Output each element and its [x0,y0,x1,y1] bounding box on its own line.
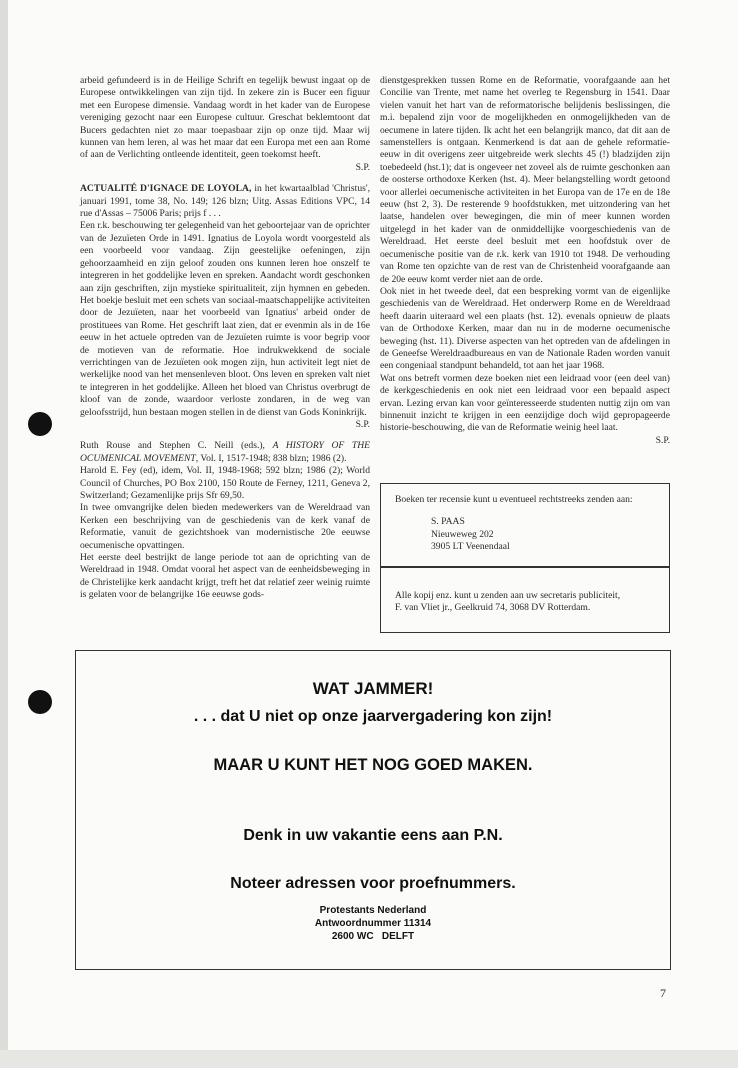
page-left-edge [0,0,8,1068]
ad-headline: WAT JAMMER! [312,679,434,698]
review-address [431,516,655,553]
signature: S.P. [655,434,670,446]
address-name: S. PAAS [431,516,465,528]
punch-hole [28,412,52,436]
ad-line: Denk in uw vakantie eens aan P.N. [243,827,503,844]
rouse-details: , Vol. I, 1517-1948; 838 blzn; 1986 (2). [195,452,347,464]
page-bottom-band [0,1050,738,1068]
loyola-title: ACTUALITÉ D'IGNACE DE LOYOLA, [80,183,252,195]
loyola-review-header [80,183,370,220]
rouse-title: A HISTORY OF THE OCUMENICAL MOVEMENT [80,440,370,464]
ad-subline: . . . dat U niet op onze jaarvergadering kon zijn! [193,708,553,725]
intro-paragraph: arbeid gefundeerd is in de Heilige Schrift en tegelijk bewust ingaat op de Europese ontwikkelingen van zijn tijd. In zekere zin is Bucer een figuur met een Europese dimensie. Vandaag wordt in het kader van de Europese vereniging gezocht naar een Europese cultuur. Greschat beklemtoont dat Bucers gedachten niet zo maar toepasbaar zijn op onze tijd. Maar wij kunnen van hem leren, al was het maar dat een Europa met een aan Rome of aan de Verlichting ontleende identiteit, geen toekomst heeft. [80,75,370,161]
copy-box-line: Alle kopij enz. kunt u zenden aan uw secretaris publiciteit, [395,590,621,601]
page-number: 7 [660,986,666,1000]
ad-line: MAAR U KUNT HET NOG GOED MAKEN. [213,756,533,774]
copy-box-line: F. van Vliet jr., Geelkruid 74, 3068 DV Rotterdam. [395,602,591,614]
address-city: 3905 LT Veenendaal [431,541,510,553]
rouse-reference [80,440,370,465]
ad-address-line: Protestants Nederland [319,905,427,916]
review-paragraph: In twee omvangrijke delen bieden medewerkers van de Wereldraad van Kerken een beschrijving van de geschiedenis van de kerk vanaf de Reformatie, vanuit de gezichtshoek van modernistische 20e eeuwse oecumenische opvattingen. [80,502,370,551]
review-paragraph: dienstgesprekken tussen Rome en de Reformatie, voorafgaande aan het Concilie van Trente, met name het overleg te Regensburg in 1541. Daar vielen vanuit het hart van de reformatorische belijdenis beslissingen, die m.i. bepalend zijn voor de mogelijkheden en onmogelijkheden van de oecumene in latere tijden. Ik acht het een belangrijk manco, dat dit aan de samenstellers is ontgaan. Kenmerkend is dat aan de gehele reformatie-eeuw in dit overigens zeer uitgebreide werk slechts 45 (!) bladzijden zijn toebedeeld (hst.1); dat is ongeveer net zoveel als de ruimte geschonken aan de oosterse orthodoxe Kerken (hst. 4). Meer belangstelling wordt getoond voor allerlei oecumenische activiteiten in het Europa van de 17e en de 18e eeuw (hst 2, 3). De resterende 9 hoofdstukken, met uitzondering van het laatse, handelen over bewegingen, die min of meer kunnen worden uitgelegd in het kader van de onmiddellijke voorgeschiedenis van de Wereldraad. Het eerste deel besluit met een hoofdstuk over de oecumenische positie van de r.k. kerk van 1910 tot 1948. De verhouding van Rome ten opzichte van de rest van de Christenheid voorafgaande aan de 20e eeuw komt verder niet aan de orde. [380,75,670,285]
punch-hole [28,690,52,714]
right-column [380,75,670,447]
review-paragraph: Ook niet in het tweede deel, dat een bespreking vormt van de eigenlijke geschiedenis van de Wereldraad. Het onderwerp Rome en de Wereldraad heeft daarin uiteraard wel een plaats (hst. 12). evenals opnieuw de plaats van de Orthodoxe Kerken, maar dan nu in de moderne oecumenische beweging (hst. 11). Diverse aspecten van het optreden van de afdelingen in de Geneefse Wereldraadbureaus en van de Nationale Raden worden vanuit een congeniaal standpunt behandeld, tot aan het jaar 1968. [380,285,670,372]
ad-address-line: Antwoordnummer 11314 [314,918,432,929]
fey-reference: Harold E. Fey (ed), idem, Vol. II, 1948-1968; 592 blzn; 1986 (2); World Council of Churches, PO Box 2100, 150 Route de Ferney, 1211, Geneva 2, Switzerland; Gezamenlijke prijs Sfr 69,50. [80,465,370,501]
copy-address-box [380,567,670,633]
advertisement-box [75,650,671,970]
review-box-text: Boeken ter recensie kunt u eventueel rechtstreeks zenden aan: [395,494,633,505]
ad-line: Noteer adressen voor proefnummers. [230,875,516,892]
rouse-authors: Ruth Rouse and Stephen C. Neill (eds.), [80,440,273,452]
address-street: Nieuweweg 202 [431,528,494,540]
review-paragraph: Het eerste deel bestrijkt de lange periode tot aan de oprichting van de Wereldraad in 1948. Omdat vooral het aspect van de eenheidsbeweging in de Christelijke kerk aandacht krijgt, treft het dat relatief zeer weinig ruimte is gelaten voor de belangrijke 16e eeuwse gods- [80,552,370,601]
loyola-review-body: Een r.k. beschouwing ter gelegenheid van het geboortejaar van de oprichter van de Jezuïeten Orde in 1491. Ignatius de Loyola wordt voorgesteld als een voorbeeld voor vandaag. Zijn geestelijke oefeningen, zijn gehoorzaamheid en zijn geloof zouden ons kunnen leren hoe onszelf te integreren in het goddelijke leven en spreken. Aandacht wordt geschonken aan zijn geschriften, zijn mystieke spiritualiteit, zijn hymnen en gebeden. Het boekje besluit met een schets van sociaal-maatschappelijke activiteiten door de Jezuïeten, naar het voorbeeld van Ignatius' arbeid onder de prostituees van Rome. Het geschrift laat zien, dat er evenmin als in de 16e eeuw in het actuele optreden van de Jezuïeten ruimte is voor begrip voor de motieven van de reformatie. Hoe indrukwekkend de sociale verrichtingen van de Jezuïeten ook mogen zijn, hun activiteit legt niet de werkelijke nood van het mensenleven bloot. Ons leven en spreken valt niet te integreren in het goddelijke. Alleen het bloed van Christus overbrugt de kloof van de zonde, waardoor verloste zondaren, in de weg van geloofsstrijd, hun bestaan mogen stellen in de dienst van Gods Koninkrijk. [80,220,370,418]
loyola-reference: in het kwartaalblad 'Christus', januari 1991, tome 38, No. 149; 126 blzn; Uitg. Assas Editions VPC, 14 rue d'Assas – 75006 Paris; prijs f . . . [80,183,370,220]
signature: S.P. [355,418,370,430]
ad-address-line: 2600 WC DELFT [331,931,415,942]
review-paragraph: Wat ons betreft vormen deze boeken niet een leidraad voor (een deel van) de kerkgeschiedenis en ook niet een leidraad voor een bepaald aspect ervan. Lezing ervan kan voor geïnteresseerde studenten nuttig zijn om van binnenuit inzicht te krijgen in een eenzijdige doch wijd gepropageerde historie-beschouwing, die van de Reformatie weinig heel laat. [380,372,670,434]
left-column [80,75,370,602]
review-address-box [380,483,670,567]
signature: S.P. [355,161,370,173]
